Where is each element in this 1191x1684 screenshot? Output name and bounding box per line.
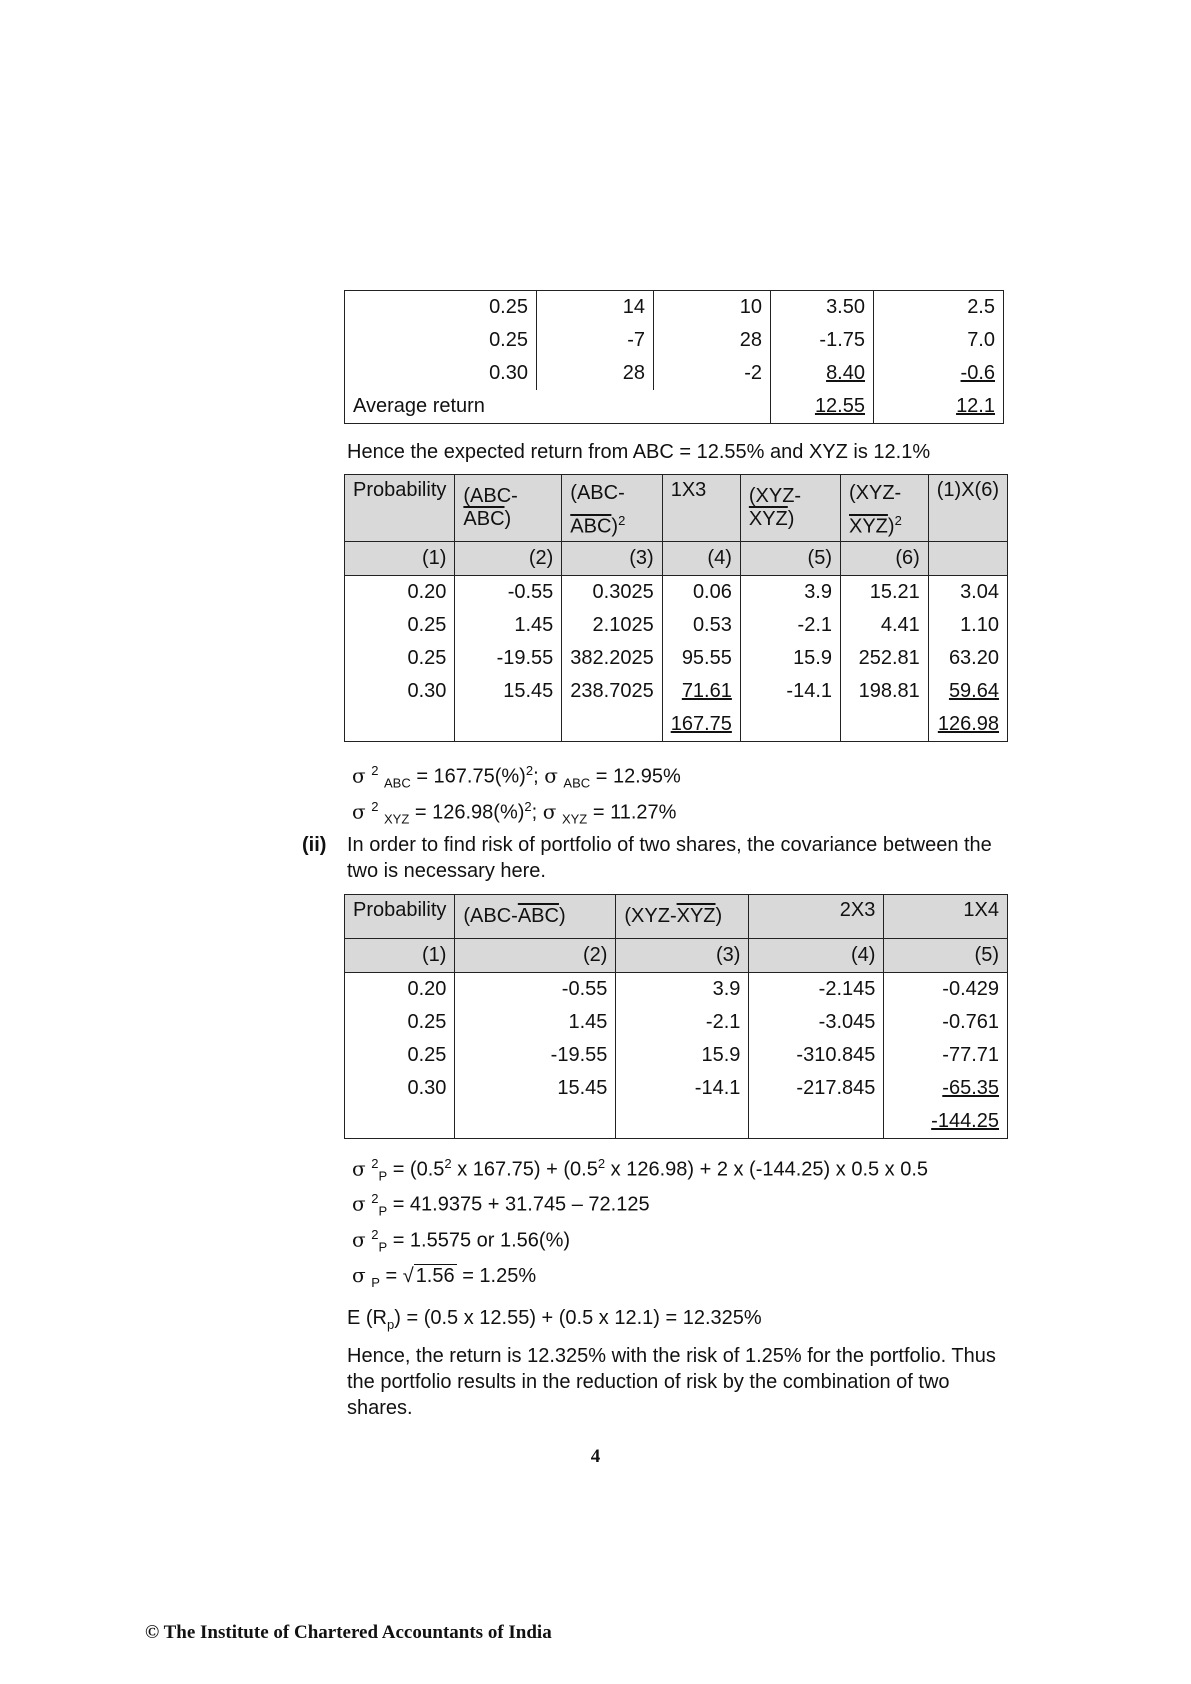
column-number [928, 541, 1007, 575]
table-cell: -0.761 [884, 1006, 1008, 1039]
table-cell: 15.45 [455, 1072, 616, 1105]
header-part: (ABC- [463, 485, 518, 507]
header-part: ) [787, 508, 795, 530]
equation-part: x 167.75) + (0.5 [457, 1158, 598, 1181]
superscript: 2 [371, 799, 379, 814]
sigma-symbol: σ [542, 799, 557, 824]
equation-part: x 126.98) + 2 x (-144.25) x 0.5 x 0.5 [610, 1158, 929, 1181]
header-part: $\overline{XYZ}$ [849, 515, 888, 538]
table-cell: 0.25 [345, 1039, 455, 1072]
portfolio-variance-eq1 [352, 1151, 928, 1190]
table-cell: 0.3025 [562, 575, 662, 609]
table-cell: 0.20 [345, 973, 455, 1007]
table-cell: -3.045 [749, 1006, 884, 1039]
variance-table [344, 474, 1008, 742]
table-cell [841, 708, 929, 742]
header-part: ) [558, 905, 566, 927]
column-header [740, 475, 840, 542]
column-header: (ABC- $\overline{ABC})^2$ [562, 475, 662, 542]
portfolio-variance-eq2 [352, 1186, 650, 1225]
expected-return-text: Hence the expected return from ABC = 12.55% and XYZ is 12.1% [347, 441, 931, 463]
table-cell: 1.45 [455, 1006, 616, 1039]
table-cell: -310.845 [749, 1039, 884, 1072]
header-part: (ABC- [570, 482, 625, 504]
table-cell: -2 [744, 362, 762, 384]
column-header [616, 895, 749, 939]
header-part: ) [504, 508, 512, 530]
table-cell: 4.41 [841, 609, 929, 642]
column-number: (5) [740, 541, 840, 575]
table-header-row [345, 475, 1008, 542]
table-cell: 0.30 [345, 357, 537, 390]
table-cell: 3.9 [740, 575, 840, 609]
column-number: (4) [662, 541, 740, 575]
table-cell: 382.2025 [562, 642, 662, 675]
table-cell: -1.75 [771, 324, 874, 357]
table-row [345, 609, 1008, 642]
table-cell: 0.25 [345, 291, 537, 325]
std-dev-value: = 11.27% [592, 801, 677, 824]
table-cell: 2.5 [967, 296, 995, 318]
table-cell [345, 1105, 455, 1139]
sigma-symbol: σ [544, 763, 558, 788]
table-cell [740, 708, 840, 742]
table-cell: 198.81 [841, 675, 929, 708]
table-row [345, 357, 1004, 390]
table-cell [616, 1105, 749, 1139]
table-cell: -14.1 [740, 675, 840, 708]
superscript: 2 [371, 1191, 379, 1206]
column-number: (6) [841, 541, 929, 575]
column-header [455, 895, 616, 939]
sigma-symbol: σ [352, 1227, 366, 1252]
equation-part: = 1.5575 or 1.56(%) [392, 1229, 571, 1252]
column-number: (2) [455, 939, 616, 973]
table-cell [749, 1105, 884, 1139]
table-cell: 1.10 [928, 609, 1007, 642]
subscript: P [378, 1203, 388, 1219]
equation-part: = (0.5 [392, 1158, 445, 1181]
table-cell: -19.55 [455, 642, 562, 675]
table-cell: -77.71 [884, 1039, 1008, 1072]
table-cell [874, 390, 1004, 424]
superscript: 2 [371, 763, 379, 778]
table-cell: -0.55 [455, 973, 616, 1007]
table-cell [771, 390, 874, 424]
superscript: 2 [371, 1156, 379, 1171]
column-header: 2X3 [749, 895, 884, 939]
column-header: Probability [345, 895, 455, 939]
portfolio-variance-eq3 [352, 1222, 570, 1261]
table-cell: 0.30 [345, 1072, 455, 1105]
header-part: $\overline{ABC}$ [570, 515, 612, 538]
column-number: (1) [345, 939, 455, 973]
table-row [345, 324, 1004, 357]
table-row [345, 390, 1004, 424]
average-return-xyz: 12.1 [956, 395, 995, 417]
column-number: (1) [345, 541, 455, 575]
subscript: XYZ [561, 811, 588, 827]
header-part: ) [715, 905, 723, 927]
table-header-row [345, 895, 1008, 939]
returns-table [344, 290, 1004, 424]
column-header: 1X4 [884, 895, 1008, 939]
table-row [345, 291, 1004, 325]
header-part: (XYZ- [849, 482, 902, 504]
table-cell [928, 708, 1007, 742]
table-total-row [345, 1105, 1008, 1139]
table-cell: 15.9 [740, 642, 840, 675]
table-cell: 10 [739, 296, 762, 318]
sigma-xyz-line [352, 794, 676, 833]
table-row [345, 973, 1008, 1007]
superscript: 2 [597, 1156, 606, 1171]
header-part: $\overline{ABC}$ [517, 905, 559, 927]
table-cell: 28 [537, 357, 654, 390]
table-cell: 0.30 [345, 675, 455, 708]
column-header: (XYZ- $\overline{XYZ})^2$ [841, 475, 929, 542]
table-cell [771, 357, 874, 390]
table-cell: 0.25 [345, 609, 455, 642]
column-number-row [345, 939, 1008, 973]
table-total-row [345, 708, 1008, 742]
column-number: (4) [749, 939, 884, 973]
table-cell: -7 [537, 324, 654, 357]
variance-value: = 126.98(%) [414, 801, 525, 824]
table-cell [562, 708, 662, 742]
superscript: 2 [525, 763, 534, 778]
expected-portfolio-return-eq [347, 1305, 762, 1338]
column-number: (5) [884, 939, 1008, 973]
table-cell: 0.20 [345, 575, 455, 609]
equation-part: = 1.25% [462, 1265, 537, 1287]
sigma-abc-line [352, 758, 681, 797]
table-cell: 1.45 [455, 609, 562, 642]
table-cell: 2.1025 [562, 609, 662, 642]
header-part: (XYZ- [748, 485, 802, 507]
column-number: (3) [562, 541, 662, 575]
table-cell: 7.0 [967, 329, 995, 351]
header-part: (ABC- [463, 905, 518, 927]
column-header [455, 475, 562, 542]
header-part: ) [611, 515, 619, 538]
header-part: $\overline{XYZ}$ [676, 905, 716, 927]
subscript: p [387, 1317, 395, 1332]
table-cell: 15.9 [616, 1039, 749, 1072]
table-cell: -217.845 [749, 1072, 884, 1105]
table-cell: 14 [537, 291, 654, 325]
subscript: P [378, 1168, 388, 1184]
page-number: 4 [590, 1446, 601, 1467]
total-covariance-xyz: 126.98 [937, 712, 999, 735]
subscript: XYZ [384, 811, 410, 827]
table-row [345, 675, 1008, 708]
table-cell [662, 708, 740, 742]
table-cell: 3.9 [616, 973, 749, 1007]
table-cell [455, 708, 562, 742]
table-row [345, 575, 1008, 609]
table-cell: -2.1 [740, 609, 840, 642]
equation-part: = 41.9375 + 31.745 – 72.125 [392, 1193, 650, 1216]
covariance-table [344, 894, 1008, 1139]
equation-part: E (R [347, 1307, 387, 1329]
table-cell-value: 59.64 [948, 679, 999, 702]
table-cell: 63.20 [928, 642, 1007, 675]
table-cell [662, 675, 740, 708]
table-cell [884, 1072, 1008, 1105]
square-root-value: 1.56 [415, 1265, 455, 1287]
column-header: Probability [345, 475, 455, 542]
subscript: P [371, 1275, 380, 1290]
table-cell: 238.7025 [562, 675, 662, 708]
table-cell: 3.04 [928, 575, 1007, 609]
subscript: ABC [384, 775, 411, 791]
table-cell [455, 1105, 616, 1139]
variance-value: = 167.75(%) [416, 765, 526, 788]
table-row [345, 1072, 1008, 1105]
column-header: 1X3 [662, 475, 740, 542]
table-cell: 95.55 [662, 642, 740, 675]
column-header: (1)X(6) [928, 475, 1007, 542]
footer-copyright: © The Institute of Chartered Accountants of India [145, 1622, 552, 1643]
part-label: (ii) [302, 834, 327, 856]
separator: ; [531, 801, 538, 824]
table-cell: 15.21 [841, 575, 929, 609]
table-cell-value: -0.6 [960, 362, 995, 384]
column-number: (3) [616, 939, 749, 973]
header-part: ) [887, 515, 895, 538]
table-cell: -2.1 [616, 1006, 749, 1039]
table-cell-value: 8.40 [826, 362, 865, 384]
table-cell: 0.53 [662, 609, 740, 642]
average-return-abc: 12.55 [814, 395, 865, 417]
table-row [345, 1006, 1008, 1039]
table-cell: 15.45 [455, 675, 562, 708]
separator: ; [533, 765, 539, 788]
table-cell: 0.06 [662, 575, 740, 609]
subscript: ABC [563, 775, 591, 791]
table-cell: 0.25 [345, 324, 537, 357]
table-cell: -19.55 [455, 1039, 616, 1072]
table-cell: 0.25 [345, 642, 455, 675]
superscript: 2 [371, 1227, 379, 1242]
header-part: $\overline{ABC}$ [463, 508, 505, 530]
table-cell: -14.1 [616, 1072, 749, 1105]
column-number-row [345, 541, 1008, 575]
header-part: (XYZ- [624, 905, 677, 927]
table-cell-value: -65.35 [942, 1077, 999, 1099]
table-cell [874, 357, 1004, 390]
equation-part: ) = (0.5 x 12.55) + (0.5 x 12.1) = 12.325% [394, 1307, 762, 1329]
table-row [345, 642, 1008, 675]
equation-part: = [385, 1265, 398, 1287]
portfolio-std-dev-eq [352, 1262, 536, 1296]
column-number: (2) [455, 541, 562, 575]
sigma-symbol: σ [352, 763, 366, 788]
sigma-symbol: σ [352, 1191, 366, 1216]
table-cell-value: 71.61 [681, 679, 732, 702]
square-root-icon: √ [402, 1265, 414, 1287]
table-cell: 28 [739, 329, 762, 351]
table-cell [928, 675, 1007, 708]
sigma-symbol: σ [352, 799, 366, 824]
table-cell [884, 1105, 1008, 1139]
average-return-label: Average return [353, 395, 485, 417]
subscript: P [378, 1239, 388, 1255]
std-dev-value: = 12.95% [595, 765, 681, 788]
sigma-symbol: σ [352, 1156, 366, 1181]
header-part: $\overline{XYZ}$ [748, 508, 788, 530]
total-covariance-abc: 167.75 [670, 712, 732, 735]
table-cell: -2.145 [749, 973, 884, 1007]
conclusion-text: Hence, the return is 12.325% with the risk of 1.25% for the portfolio. Thus the portfolio results in the reduction of risk by the combination of two shares. [347, 1345, 996, 1419]
part-ii-text: In order to find risk of portfolio of two shares, the covariance between the two is necessary here. [347, 834, 992, 882]
total-covariance: -144.25 [931, 1110, 999, 1132]
table-cell: -0.429 [884, 973, 1008, 1007]
table-cell: 252.81 [841, 642, 929, 675]
table-cell: 3.50 [771, 291, 874, 325]
table-row [345, 1039, 1008, 1072]
table-cell: -0.55 [455, 575, 562, 609]
superscript: 2 [524, 799, 532, 814]
table-cell [345, 708, 455, 742]
sigma-symbol: σ [352, 1263, 366, 1287]
table-cell: 0.25 [345, 1006, 455, 1039]
superscript: 2 [444, 1156, 452, 1171]
